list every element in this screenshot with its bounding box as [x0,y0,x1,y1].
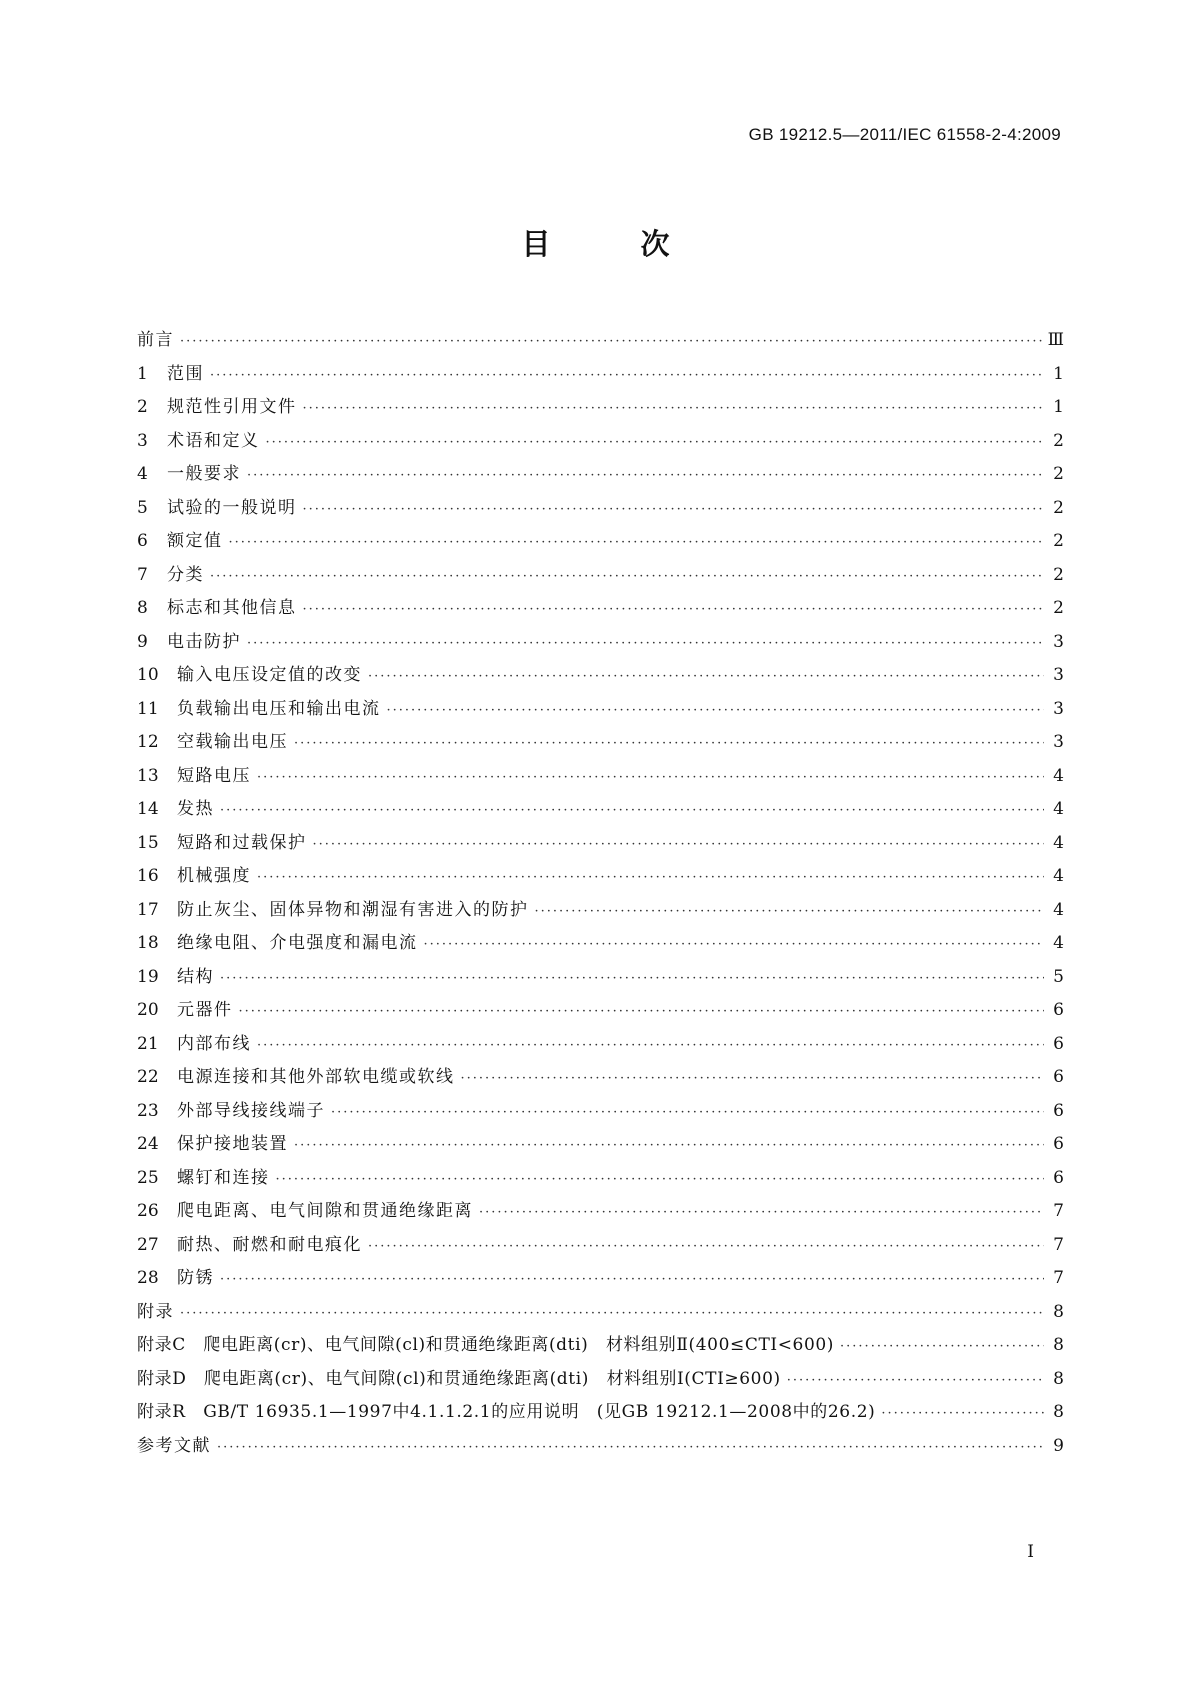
toc-entry-title: 发热 [177,799,214,819]
toc-dot-leader [247,636,1044,651]
toc-entry-17[interactable] [137,895,1064,929]
toc-entry-page: 9 [1053,1435,1064,1456]
toc-dot-leader [303,502,1045,517]
toc-entry-10[interactable] [137,660,1064,694]
toc-entry-page: 6 [1053,1067,1064,1087]
toc-entry-title: 附录R GB/T 16935.1—1997中4.1.1.2.1的应用说明 (见GB 19212.1—2008中的26.2) [137,1402,876,1422]
toc-entry-page: 8 [1053,1335,1064,1355]
toc-entry-page: 4 [1053,866,1064,886]
toc-entry-number: 17 [137,899,159,920]
toc-dot-leader [303,602,1045,617]
toc-entry-title: 规范性引用文件 [167,397,297,417]
toc-entry-page: 3 [1053,665,1064,685]
toc-entry-title: 附录 [137,1301,174,1322]
toc-entry-title: 标志和其他信息 [167,598,297,618]
toc-entry-number: 6 [137,531,148,551]
toc-dot-leader [313,837,1045,852]
toc-entry-15[interactable] [137,828,1064,862]
toc-entry-number: 7 [137,564,148,585]
toc-entry-page: 7 [1053,1234,1064,1255]
toc-entry-number: 26 [137,1201,159,1221]
toc-dot-leader [220,1272,1044,1287]
toc-entry-page: 2 [1053,497,1064,518]
toc-entry-number: 15 [137,832,159,853]
toc-dot-leader [787,1373,1044,1388]
page-number: I [1027,1542,1034,1562]
toc-entry-title: 试验的一般说明 [167,497,297,518]
toc-entry-title: 耐热、耐燃和耐电痕化 [177,1234,362,1255]
toc-entry-foreword[interactable] [137,325,1064,359]
toc-dot-leader [247,468,1044,483]
page-title: 目 次 [521,227,710,261]
toc-dot-leader [303,401,1045,416]
toc-dot-leader [180,334,1042,349]
toc-entry-16[interactable] [137,861,1064,895]
toc-entry-number: 20 [137,1000,159,1020]
toc-entry-22[interactable] [137,1062,1064,1096]
toc-entry-13[interactable] [137,761,1064,795]
toc-entry-page: 2 [1053,531,1064,551]
toc-dot-leader [461,1071,1045,1086]
toc-entry-page: 1 [1053,363,1064,384]
toc-entry-28[interactable] [137,1263,1064,1297]
toc-entry-page: 4 [1053,832,1064,853]
toc-entry-page: 4 [1053,933,1064,953]
toc-entry-page: 7 [1053,1201,1064,1221]
toc-entry-26[interactable] [137,1196,1064,1230]
toc-entry-title: 保护接地装置 [177,1134,288,1154]
toc-entry-title: 附录D 爬电距离(cr)、电气间隙(cl)和贯通绝缘距离(dti) 材料组别Ⅰ(CTI≥600) [137,1368,781,1389]
toc-entry-19[interactable] [137,962,1064,996]
toc-entry-title: 前言 [137,330,174,350]
toc-dot-leader [387,703,1045,718]
toc-entry-title: 内部布线 [177,1033,251,1054]
toc-entry-title: 防锈 [177,1268,214,1288]
toc-entry-number: 27 [137,1234,159,1255]
toc-entry-title: 输入电压设定值的改变 [177,665,362,685]
toc-dot-leader [266,435,1045,450]
toc-entry-8[interactable] [137,593,1064,627]
toc-entry-appendix-r[interactable] [137,1397,1064,1431]
toc-entry-6[interactable] [137,526,1064,560]
toc-entry-page: 2 [1053,598,1064,618]
toc-entry-title: 短路和过载保护 [177,832,307,853]
toc-dot-leader [180,1306,1044,1321]
toc-dot-leader [220,971,1044,986]
toc-entry-title: 爬电距离、电气间隙和贯通绝缘距离 [177,1201,473,1221]
toc-entry-page: 4 [1053,799,1064,819]
table-of-contents [137,325,1064,1464]
toc-entry-page: 3 [1053,698,1064,719]
toc-entry-page: 6 [1053,1167,1064,1188]
toc-entry-3[interactable] [137,426,1064,460]
toc-entry-number: 10 [137,665,159,685]
toc-entry-number: 22 [137,1067,159,1087]
toc-entry-27[interactable] [137,1230,1064,1264]
toc-entry-page: 2 [1053,464,1064,484]
toc-entry-number: 9 [137,631,148,652]
toc-dot-leader [239,1004,1045,1019]
toc-entry-title: 范围 [167,363,204,384]
toc-entry-23[interactable] [137,1096,1064,1130]
toc-entry-page: 1 [1053,397,1064,417]
toc-entry-title: 绝缘电阻、介电强度和漏电流 [177,933,418,953]
toc-entry-number: 3 [137,430,148,451]
toc-dot-leader [217,1440,1044,1455]
toc-entry-5[interactable] [137,493,1064,527]
toc-entry-number: 28 [137,1268,159,1288]
toc-entry-number: 18 [137,933,159,953]
toc-entry-number: 25 [137,1167,159,1188]
toc-entry-number: 23 [137,1100,159,1121]
toc-entry-page: 5 [1053,966,1064,987]
toc-entry-20[interactable] [137,995,1064,1029]
toc-entry-title: 参考文献 [137,1435,211,1456]
toc-entry-title: 短路电压 [177,765,251,786]
toc-entry-page: 7 [1053,1268,1064,1288]
toc-dot-leader [220,803,1044,818]
toc-entry-title: 电源连接和其他外部软电缆或软线 [177,1067,455,1087]
toc-dot-leader [840,1339,1044,1354]
toc-entry-number: 5 [137,497,148,518]
toc-entry-page: 3 [1053,732,1064,752]
toc-dot-leader [257,870,1044,885]
toc-entry-number: 14 [137,799,159,819]
toc-entry-11[interactable] [137,694,1064,728]
toc-entry-14[interactable] [137,794,1064,828]
toc-entry-title: 机械强度 [177,866,251,886]
toc-entry-title: 术语和定义 [167,430,260,451]
toc-entry-title: 一般要求 [167,464,241,484]
toc-entry-9[interactable] [137,627,1064,661]
toc-entry-number: 2 [137,397,148,417]
toc-entry-page: 4 [1053,765,1064,786]
toc-entry-page: 6 [1053,1100,1064,1121]
toc-entry-page: 4 [1053,899,1064,920]
toc-entry-number: 1 [137,363,148,384]
toc-entry-page: 3 [1053,631,1064,652]
toc-dot-leader [210,368,1044,383]
toc-entry-number: 24 [137,1134,159,1154]
toc-entry-title: 附录C 爬电距离(cr)、电气间隙(cl)和贯通绝缘距离(dti) 材料组别Ⅱ(400≤CTI<600) [137,1335,835,1355]
toc-entry-title: 额定值 [167,531,223,551]
toc-entry-4[interactable] [137,459,1064,493]
toc-entry-number: 21 [137,1033,159,1054]
toc-entry-title: 元器件 [177,1000,233,1020]
toc-entry-2[interactable] [137,392,1064,426]
toc-entry-page: 6 [1053,1033,1064,1054]
toc-entry-number: 4 [137,464,148,484]
toc-entry-page: Ⅲ [1047,330,1064,350]
toc-dot-leader [257,770,1044,785]
toc-entry-number: 8 [137,598,148,618]
toc-dot-leader [257,1038,1044,1053]
toc-entry-number: 11 [137,698,159,719]
toc-dot-leader [368,1239,1044,1254]
toc-dot-leader [331,1105,1044,1120]
toc-entry-page: 8 [1053,1368,1064,1389]
toc-entry-page: 8 [1053,1301,1064,1322]
toc-dot-leader [276,1172,1045,1187]
toc-entry-number: 19 [137,966,159,987]
toc-entry-title: 负载输出电压和输出电流 [177,698,381,719]
toc-dot-leader [368,669,1044,684]
toc-entry-18[interactable] [137,928,1064,962]
toc-dot-leader [424,937,1045,952]
toc-entry-12[interactable] [137,727,1064,761]
toc-entry-appendix[interactable] [137,1297,1064,1331]
standard-code-header: GB 19212.5—2011/IEC 61558-2-4:2009 [748,125,1061,144]
toc-dot-leader [479,1205,1044,1220]
toc-dot-leader [535,904,1045,919]
toc-entry-title: 外部导线接线端子 [177,1100,325,1121]
toc-entry-page: 2 [1053,430,1064,451]
toc-entry-page: 8 [1053,1402,1064,1422]
toc-entry-number: 13 [137,765,159,786]
toc-entry-title: 空载输出电压 [177,732,288,752]
toc-entry-title: 防止灰尘、固体异物和潮湿有害进入的防护 [177,899,529,920]
toc-entry-page: 6 [1053,1134,1064,1154]
toc-entry-title: 电击防护 [167,631,241,652]
toc-entry-title: 结构 [177,966,214,987]
toc-dot-leader [229,535,1045,550]
toc-entry-25[interactable] [137,1163,1064,1197]
toc-dot-leader [294,1138,1044,1153]
toc-entry-number: 16 [137,866,159,886]
toc-entry-appendix-d[interactable] [137,1364,1064,1398]
toc-entry-page: 6 [1053,1000,1064,1020]
toc-entry-title: 分类 [167,564,204,585]
toc-entry-21[interactable] [137,1029,1064,1063]
toc-dot-leader [210,569,1044,584]
toc-dot-leader [294,736,1044,751]
toc-entry-1[interactable] [137,359,1064,393]
toc-entry-appendix-c[interactable] [137,1330,1064,1364]
toc-entry-24[interactable] [137,1129,1064,1163]
toc-entry-title: 螺钉和连接 [177,1167,270,1188]
toc-dot-leader [881,1406,1044,1421]
toc-entry-page: 2 [1053,564,1064,585]
toc-entry-7[interactable] [137,560,1064,594]
toc-entry-number: 12 [137,732,159,752]
toc-entry-bibliography[interactable] [137,1431,1064,1465]
